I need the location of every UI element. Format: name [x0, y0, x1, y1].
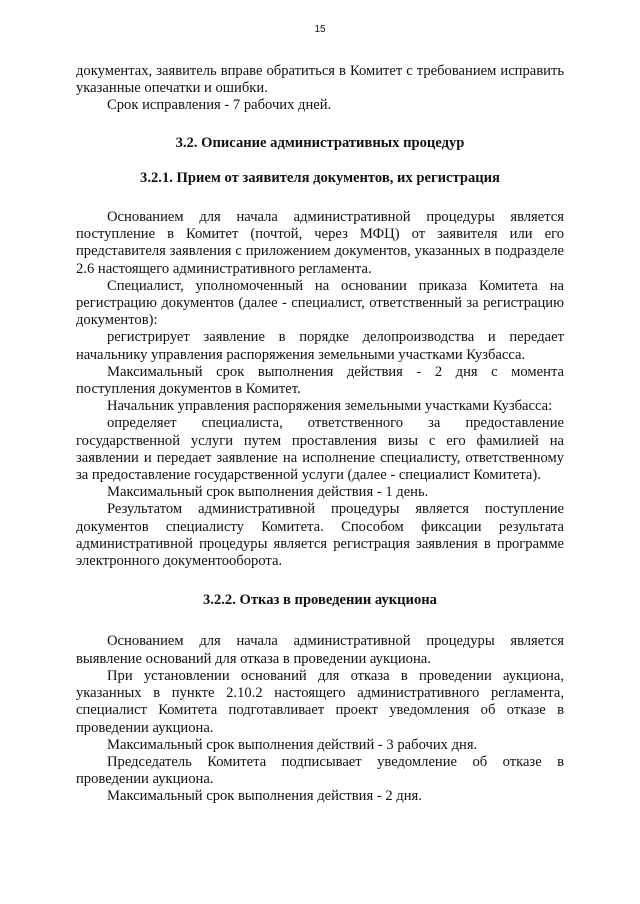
paragraph: Максимальный срок выполнения действия - 2 дня. — [107, 788, 422, 805]
paragraph: регистрирует заявление в порядке делопроизводства и передает начальнику управления распоряжения земельными участками Кузбасса. — [76, 329, 564, 363]
paragraph: Председатель Комитета подписывает уведомление об отказе в проведении аукциона. — [76, 753, 564, 788]
paragraph: Начальник управления распоряжения земельными участками Кузбасса: — [107, 398, 553, 415]
page-content — [76, 63, 564, 806]
paragraph: Специалист, уполномоченный на основании приказа Комитета на регистрацию документов (далее - специалист, ответственный за регистрацию документов): — [76, 277, 564, 329]
paragraph: Срок исправления - 7 рабочих дней. — [107, 97, 332, 114]
section-heading-3-2-1: 3.2.1. Прием от заявителя документов, их регистрация — [140, 169, 500, 186]
paragraph: определяет специалиста, ответственного за предоставление государственной услуги путем проставления визы с его фамилией на заявлении и передает заявление на исполнение специалисту, ответственному за предоставление государственной услуги (далее - специалист Комитета). — [76, 415, 564, 484]
paragraph: Основанием для начала административной процедуры является поступление в Комитет (почтой, через МФЦ) от заявителя или его представителя заявления с приложением документов, указанных в подразделе 2.6 настоящего административного регламента. — [76, 209, 564, 277]
paragraph: Максимальный срок выполнения действия - 1 день. — [107, 484, 429, 501]
page-number: 15 — [314, 24, 326, 35]
paragraph: При установлении оснований для отказа в проведении аукциона, указанных в пункте 2.10.2 настоящего административного регламента, специалист Комитета подготавливает проект уведомления об отказе в проведении аукциона. — [76, 667, 564, 736]
paragraph: Результатом административной процедуры является поступление документов специалисту Комитета. Способом фиксации результата административной процедуры является регистрация заявления в программе электронного документооборота. — [76, 501, 564, 570]
section-heading-3-2-2: 3.2.2. Отказ в проведении аукциона — [203, 592, 437, 609]
paragraph: Основанием для начала административной процедуры является выявление оснований для отказа в проведении аукциона. — [76, 633, 564, 667]
paragraph: Максимальный срок выполнения действия - 2 дня с момента поступления документов в Комитет. — [76, 363, 564, 398]
paragraph: Максимальный срок выполнения действий - 3 рабочих дня. — [107, 736, 478, 753]
paragraph: документах, заявитель вправе обратиться в Комитет с требованием исправить указанные опечатки и ошибки. — [76, 63, 564, 97]
section-heading-3-2: 3.2. Описание административных процедур — [175, 134, 465, 151]
